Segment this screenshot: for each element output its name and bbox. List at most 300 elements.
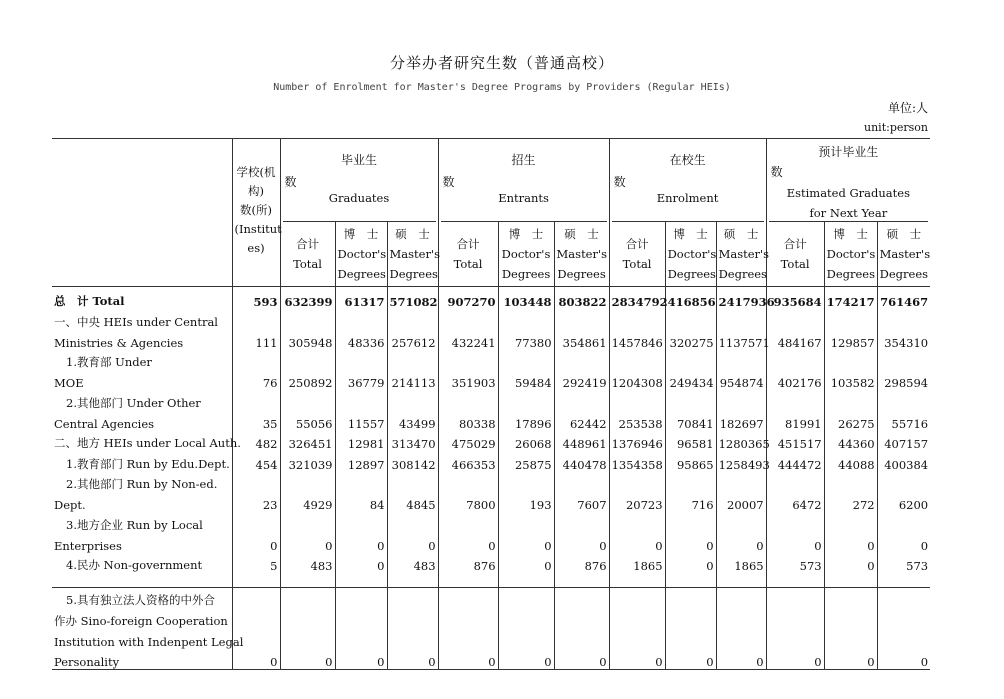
table-cell: 4929: [280, 492, 335, 512]
table-cell: 76: [232, 370, 280, 390]
table-cell: [716, 350, 766, 370]
unit-label-cn: 单位:人: [887, 101, 928, 115]
table-row: [52, 370, 930, 390]
table-cell: [824, 309, 877, 329]
table-cell: [280, 588, 335, 609]
table-cell: [554, 472, 609, 492]
table-cell: 0: [335, 649, 387, 670]
subheader-text: 合计: [296, 237, 319, 251]
row-label: Institution with Indenpent Legal: [54, 635, 244, 650]
table-cell: [554, 588, 609, 609]
table-cell: [824, 608, 877, 628]
table-cell: [609, 608, 665, 628]
table-cell: 61317: [335, 287, 387, 310]
table-cell: [438, 390, 498, 410]
table-cell: 451517: [766, 431, 824, 451]
table-cell: 351903: [438, 370, 498, 390]
table-row: [52, 309, 930, 329]
table-cell: 26068: [498, 431, 554, 451]
row-label: 2.其他部门 Run by Non-ed.: [66, 476, 218, 491]
table-cell: 96581: [665, 431, 716, 451]
table-cell: 0: [498, 533, 554, 553]
table-cell: 182697: [716, 411, 766, 431]
table-cell: 298594: [877, 370, 930, 390]
table-cell: 407157: [877, 431, 930, 451]
table-cell: [609, 472, 665, 492]
table-cell: 25875: [498, 451, 554, 471]
spacer-cell: [387, 573, 438, 588]
table-cell: 20723: [609, 492, 665, 512]
table-cell: 35: [232, 411, 280, 431]
row-label: Central Agencies: [54, 417, 155, 432]
table-cell: [498, 588, 554, 609]
table-cell: [335, 390, 387, 410]
subheader-text: Master's: [879, 247, 931, 261]
table-cell: [766, 512, 824, 532]
spacer-cell: [280, 573, 335, 588]
table-cell: 308142: [387, 451, 438, 471]
row-label: 二、地方 HEIs under Local Auth.: [54, 436, 241, 451]
subheader-total: [766, 222, 824, 287]
table-cell: 326451: [280, 431, 335, 451]
table-cell: 4845: [387, 492, 438, 512]
table-cell: 803822: [554, 287, 609, 310]
table-cell: 6472: [766, 492, 824, 512]
table-cell: 253538: [609, 411, 665, 431]
table-cell: 0: [232, 649, 280, 670]
subheader-text: Total: [453, 257, 483, 271]
table-cell: [665, 309, 716, 329]
table-cell: [387, 390, 438, 410]
table-cell: 402176: [766, 370, 824, 390]
table-cell: 257612: [387, 330, 438, 350]
table-cell: 1258493: [716, 451, 766, 471]
spacer-cell: [554, 573, 609, 588]
table-cell: [766, 472, 824, 492]
table-cell: 483: [387, 553, 438, 573]
subheader-text: Degrees: [337, 267, 386, 281]
table-cell: 416856: [665, 287, 716, 310]
subheader-text: 硕 士: [395, 227, 430, 241]
table-cell: 454: [232, 451, 280, 471]
table-cell: [554, 350, 609, 370]
subheader-text: Total: [780, 257, 810, 271]
table-cell: 44088: [824, 451, 877, 471]
table-cell: 876: [438, 553, 498, 573]
table-cell: [665, 588, 716, 609]
table-cell: 0: [716, 533, 766, 553]
table-cell: [498, 472, 554, 492]
table-cell: 0: [766, 649, 824, 670]
table-cell: 84: [335, 492, 387, 512]
table-cell: [280, 390, 335, 410]
table-cell: [280, 608, 335, 628]
table-cell: 6200: [877, 492, 930, 512]
group-shu: 数: [284, 175, 297, 189]
table-cell: 0: [438, 533, 498, 553]
table-cell: 483: [280, 553, 335, 573]
row-label: MOE: [54, 376, 84, 391]
table-cell: [438, 608, 498, 628]
subheader-doctor: [665, 222, 716, 287]
subheader-text: Degrees: [879, 267, 929, 281]
spacer-cell: [716, 573, 766, 588]
row-label: 总 计 Total: [52, 287, 232, 310]
table-cell: 111: [232, 330, 280, 350]
table-row: [52, 411, 930, 431]
table-cell: 1376946: [609, 431, 665, 451]
table-cell: [498, 350, 554, 370]
table-cell: [387, 588, 438, 609]
table-cell: 448961: [554, 431, 609, 451]
table-cell: 174217: [824, 287, 877, 310]
institutes-header-line: 构): [248, 184, 264, 198]
table-cell: [498, 512, 554, 532]
table-cell: 48336: [335, 330, 387, 350]
table-cell: 23: [232, 492, 280, 512]
table-cell: 482: [232, 431, 280, 451]
subheader-text: Degrees: [389, 267, 438, 281]
table-cell: [766, 390, 824, 410]
subheader-total: [438, 222, 498, 287]
table-cell: [280, 472, 335, 492]
table-cell: [335, 350, 387, 370]
row-label: Enterprises: [54, 538, 122, 553]
table-cell: 0: [877, 533, 930, 553]
table-cell: 0: [609, 649, 665, 670]
table-row: [52, 533, 930, 553]
table-cell: [554, 512, 609, 532]
table-cell: [609, 629, 665, 649]
subheader-text: Degrees: [667, 267, 716, 281]
table-cell: 11557: [335, 411, 387, 431]
table-cell: 0: [335, 533, 387, 553]
table-cell: 250892: [280, 370, 335, 390]
subheader-text: Total: [293, 257, 322, 271]
table-cell: 761467: [877, 287, 930, 310]
institutes-header-line: (Institut: [234, 222, 282, 236]
table-cell: [498, 629, 554, 649]
row-label: Ministries & Agencies: [54, 335, 184, 350]
row-label: Dept.: [54, 498, 86, 513]
table-row: [52, 492, 930, 512]
table-cell: 249434: [665, 370, 716, 390]
group-header-graduates: [280, 139, 438, 223]
table-cell: 0: [824, 649, 877, 670]
table-cell: [335, 608, 387, 628]
table-cell: 0: [554, 649, 609, 670]
group-en: Enrolment: [656, 191, 719, 205]
subheader-doctor: [824, 222, 877, 287]
table-cell: 321039: [280, 451, 335, 471]
table-cell: [824, 390, 877, 410]
subheader-total: [609, 222, 665, 287]
table-cell: [280, 629, 335, 649]
table-cell: [665, 512, 716, 532]
table-cell: [554, 608, 609, 628]
table-cell: 876: [554, 553, 609, 573]
table-cell: [387, 629, 438, 649]
institutes-header-line: 数(所): [240, 203, 272, 217]
table-cell: 12897: [335, 451, 387, 471]
spacer-cell: [438, 573, 498, 588]
subheader-doctor: [335, 222, 387, 287]
table-cell: 0: [766, 533, 824, 553]
table-cell: 466353: [438, 451, 498, 471]
table-cell: [335, 588, 387, 609]
table-cell: 0: [387, 649, 438, 670]
subheader-text: Doctor's: [337, 247, 387, 261]
table-cell: [387, 512, 438, 532]
subheader-text: Degrees: [557, 267, 606, 281]
row-label: 1.教育部门 Run by Edu.Dept.: [66, 456, 230, 471]
table-cell: 292419: [554, 370, 609, 390]
table-cell: [232, 350, 280, 370]
table-cell: 70841: [665, 411, 716, 431]
table-cell: 432241: [438, 330, 498, 350]
spacer-cell: [824, 573, 877, 588]
table-cell: 313470: [387, 431, 438, 451]
table-cell: 1457846: [609, 330, 665, 350]
table-cell: 305948: [280, 330, 335, 350]
table-row: [52, 512, 930, 532]
table-cell: [824, 629, 877, 649]
table-cell: 354310: [877, 330, 930, 350]
subheader-total: [280, 222, 335, 287]
table-cell: [877, 350, 930, 370]
table-cell: [609, 588, 665, 609]
table-cell: 95865: [665, 451, 716, 471]
table-cell: [335, 629, 387, 649]
table-cell: [824, 350, 877, 370]
subheader-text: 博 士: [673, 227, 708, 241]
table-cell: 0: [824, 553, 877, 573]
table-cell: [716, 309, 766, 329]
table-cell: [877, 512, 930, 532]
table-cell: [438, 629, 498, 649]
subheader-text: Doctor's: [667, 247, 717, 261]
subheader-master: [877, 222, 930, 287]
table-cell: 632399: [280, 287, 335, 310]
table-cell: [665, 350, 716, 370]
table-row: [52, 350, 930, 370]
table-cell: [387, 350, 438, 370]
table-cell: [766, 629, 824, 649]
table-cell: [387, 472, 438, 492]
group-shu: 数: [770, 165, 783, 179]
subheader-text: 合计: [625, 237, 649, 251]
table-cell: 2417936: [716, 287, 766, 310]
group-en-line: for Next Year: [809, 206, 888, 220]
subheader-text: Master's: [556, 247, 608, 261]
table-cell: [438, 472, 498, 492]
table-cell: [716, 608, 766, 628]
spacer-cell: [498, 573, 554, 588]
group-header-entrants: [438, 139, 609, 223]
table-cell: [824, 512, 877, 532]
table-cell: [716, 472, 766, 492]
table-cell: [232, 512, 280, 532]
table-cell: 0: [716, 649, 766, 670]
table-cell: [877, 629, 930, 649]
subheader-text: Degrees: [718, 267, 767, 281]
spacer-cell: [52, 573, 232, 588]
subheader-text: Degrees: [826, 267, 875, 281]
group-en: Entrants: [498, 191, 549, 205]
table-row: [52, 588, 930, 609]
table-cell: 80338: [438, 411, 498, 431]
table-cell: [280, 350, 335, 370]
table-cell: [232, 608, 280, 628]
institutes-header-line: es): [247, 241, 265, 255]
subheader-text: Master's: [718, 247, 770, 261]
table-cell: 81991: [766, 411, 824, 431]
subheader-text: Degrees: [501, 267, 551, 281]
table-cell: [498, 390, 554, 410]
table-row: [52, 472, 930, 492]
table-cell: [387, 608, 438, 628]
table-cell: [824, 472, 877, 492]
table-cell: 320275: [665, 330, 716, 350]
table-cell: [554, 390, 609, 410]
table-cell: 1137571: [716, 330, 766, 350]
table-cell: 0: [232, 533, 280, 553]
table-row: [52, 431, 930, 451]
table-cell: 475029: [438, 431, 498, 451]
table-cell: [232, 390, 280, 410]
subheader-doctor: [498, 222, 554, 287]
table-cell: [232, 309, 280, 329]
table-cell: [335, 512, 387, 532]
group-cn: 预计毕业生: [818, 145, 879, 159]
table-cell: 214113: [387, 370, 438, 390]
subheader-text: 合计: [783, 237, 807, 251]
table-cell: [824, 588, 877, 609]
table-cell: [877, 608, 930, 628]
table-cell: [387, 309, 438, 329]
enrolment-table: [52, 138, 930, 670]
group-cn: 招生: [511, 153, 536, 167]
row-label: 一、中央 HEIs under Central: [54, 314, 218, 329]
table-cell: 7800: [438, 492, 498, 512]
table-cell: [554, 309, 609, 329]
spacer-row: [52, 573, 930, 588]
table-cell: 573: [766, 553, 824, 573]
table-cell: 1865: [716, 553, 766, 573]
spacer-cell: [766, 573, 824, 588]
group-shu: 数: [613, 175, 626, 189]
table-cell: 444472: [766, 451, 824, 471]
table-cell: [280, 512, 335, 532]
table-cell: 593: [232, 287, 280, 310]
table-cell: 484167: [766, 330, 824, 350]
table-cell: 0: [609, 533, 665, 553]
table-cell: 103448: [498, 287, 554, 310]
subheader-text: 博 士: [833, 227, 868, 241]
subheader-text: Doctor's: [826, 247, 876, 261]
table-cell: 272: [824, 492, 877, 512]
subheader-master: [387, 222, 441, 287]
page-title: 分举办者研究生数（普通高校）: [389, 54, 614, 72]
group-cn: 毕业生: [341, 153, 378, 167]
group-en: Graduates: [328, 191, 390, 205]
table-cell: 571082: [387, 287, 438, 310]
row-label: 3.地方企业 Run by Local: [66, 517, 203, 532]
table-cell: 0: [554, 533, 609, 553]
table-cell: 907270: [438, 287, 498, 310]
table-cell: [877, 309, 930, 329]
table-cell: [609, 512, 665, 532]
subheader-text: 博 士: [343, 227, 379, 241]
table-cell: 573: [877, 553, 930, 573]
table-cell: [716, 629, 766, 649]
table-cell: 26275: [824, 411, 877, 431]
table-cell: 0: [280, 533, 335, 553]
table-cell: [498, 608, 554, 628]
table-cell: [232, 588, 280, 609]
table-cell: [665, 472, 716, 492]
table-row: [52, 287, 930, 310]
group-shu: 数: [442, 175, 455, 189]
table-row: [52, 330, 930, 350]
table-cell: 59484: [498, 370, 554, 390]
subheader-text: 合计: [456, 237, 480, 251]
table-cell: 954874: [716, 370, 766, 390]
spacer-cell: [232, 573, 280, 588]
subheader-text: Master's: [389, 247, 441, 261]
table-cell: [766, 309, 824, 329]
table-cell: 1865: [609, 553, 665, 573]
table-cell: 440478: [554, 451, 609, 471]
table-row: [52, 629, 930, 649]
subheader-text: 硕 士: [886, 227, 922, 241]
institutes-header-line: 学校(机: [236, 165, 276, 179]
table-cell: 0: [335, 553, 387, 573]
table-row: [52, 390, 930, 410]
table-cell: 77380: [498, 330, 554, 350]
table-cell: 0: [824, 533, 877, 553]
table-cell: 354861: [554, 330, 609, 350]
table-cell: 5: [232, 553, 280, 573]
subheader-text: 硕 士: [564, 227, 599, 241]
table-cell: 0: [280, 649, 335, 670]
row-label: 1.教育部 Under: [66, 355, 152, 370]
table-cell: 20007: [716, 492, 766, 512]
table-cell: [335, 472, 387, 492]
table-cell: 103582: [824, 370, 877, 390]
row-label: 2.其他部门 Under Other: [66, 395, 201, 410]
table-cell: 400384: [877, 451, 930, 471]
subheader-text: Doctor's: [501, 247, 551, 261]
table-cell: [877, 588, 930, 609]
subheader-text: 硕 士: [723, 227, 759, 241]
table-cell: [665, 390, 716, 410]
group-header-enrolment: [609, 139, 766, 223]
table-cell: [438, 588, 498, 609]
group-en-line: Estimated Graduates: [786, 186, 910, 200]
row-label: 作办 Sino-foreign Cooperation: [54, 613, 228, 628]
table-cell: [716, 588, 766, 609]
table-cell: 0: [665, 649, 716, 670]
table-cell: 7607: [554, 492, 609, 512]
table-cell: 12981: [335, 431, 387, 451]
table-cell: 55056: [280, 411, 335, 431]
table-cell: 0: [438, 649, 498, 670]
institutes-header: [232, 139, 280, 287]
table-cell: [554, 629, 609, 649]
table-cell: [438, 350, 498, 370]
group-cn: 在校生: [669, 153, 706, 167]
